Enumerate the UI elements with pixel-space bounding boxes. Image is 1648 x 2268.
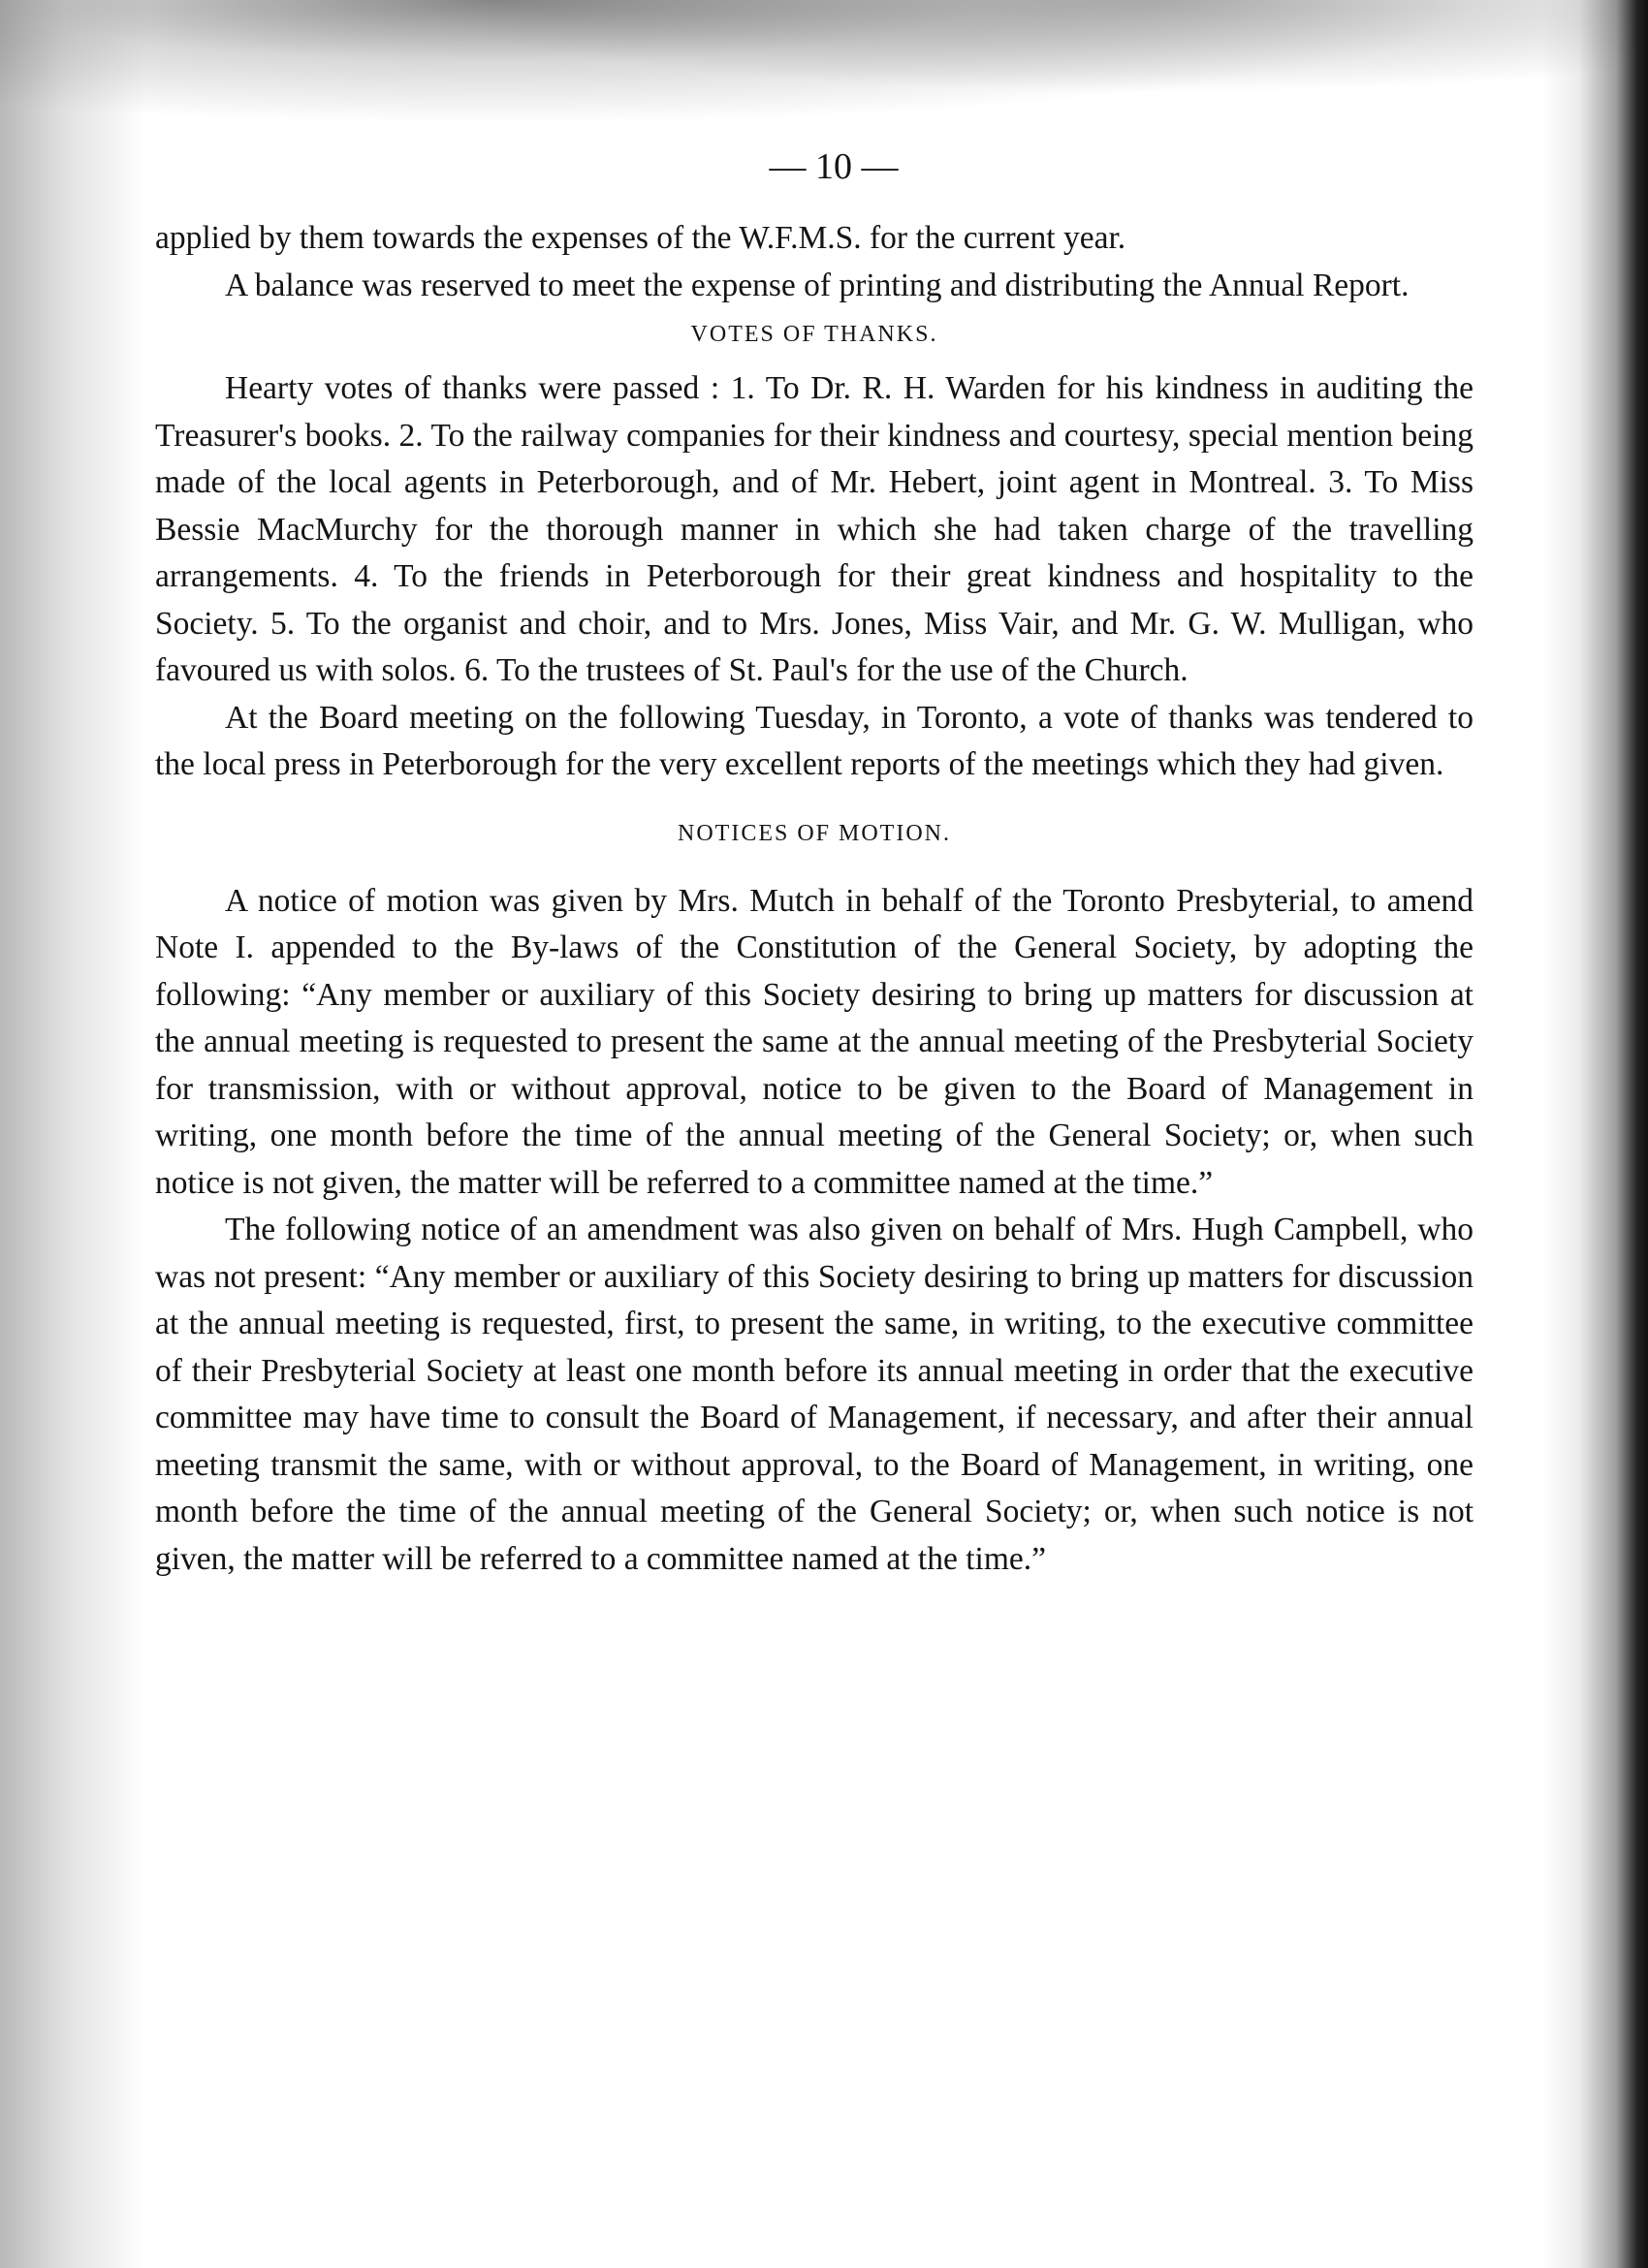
scan-border-right (1541, 0, 1648, 2268)
votes-of-thanks-heading: VOTES OF THANKS. (690, 322, 938, 347)
document-page (155, 145, 1474, 2181)
notices-of-motion-paragraph-1: A notice of motion was given by Mrs. Mutch in behalf of the Toronto Presbyterial, to amend Note I. appended to the By-laws of the Constitution of the General Society, by adopting the following: “Any member or auxiliary of this Society desiring to bring up matters for discussion at the annual meeting is requested to present the same at the annual meeting of the Presbyterial Society for transmission, with or without approval, notice to be given to the Board of Management in writing, one month before the time of the annual meeting of the General Society; or, when such notice is not given, the matter will be referred to a committee named at the time.” (155, 882, 1474, 1201)
notices-of-motion-heading: NOTICES OF MOTION. (678, 820, 951, 846)
scan-border-top (0, 0, 1648, 145)
votes-of-thanks-paragraph-1: Hearty votes of thanks were passed : 1. To Dr. R. H. Warden for his kindness in auditing the Treasurer's books. 2. To the railway companies for their kindness and courtesy, special mention being made of the local agents in Peterborough, and of Mr. Hebert, joint agent in Montreal. 3. To Miss Bessie MacMurchy for the thorough manner in which she had taken charge of the travelling arrangements. 4. To the friends in Peterborough for their great kindness and hospitality to the Society. 5. To the organist and choir, and to Mrs. Jones, Miss Vair, and Mr. G. W. Mulligan, who favoured us with solos. 6. To the trustees of St. Paul's for the use of the Church. (155, 370, 1474, 688)
intro-paragraph-2: A balance was reserved to meet the expense of printing and distributing the Annual Report. (225, 267, 1410, 303)
page-number: — 10 — (769, 146, 899, 187)
scan-border-left (0, 0, 145, 2268)
votes-of-thanks-paragraph-2: At the Board meeting on the following Tuesday, in Toronto, a vote of thanks was tendered to the local press in Peterborough for the very excellent reports of the meetings which they had given. (155, 699, 1474, 782)
notices-of-motion-paragraph-2: The following notice of an amendment was also given on behalf of Mrs. Hugh Campbell, who was not present: “Any member or auxiliary of this Society desiring to bring up matters for discussion at the annual meeting is requested, first, to present the same, in writing, to the executive committee of their Presbyterial Society at least one month before its annual meeting in order that the executive committee may have time to consult the Board of Management, if necessary, and after their annual meeting transmit the same, with or without approval, to the Board of Management, in writing, one month before the time of the annual meeting of the General Society; or, when such notice is not given, the matter will be referred to a committee named at the time.” (155, 1212, 1474, 1577)
intro-paragraph-1: applied by them towards the expenses of the W.F.M.S. for the current year. (155, 220, 1126, 256)
